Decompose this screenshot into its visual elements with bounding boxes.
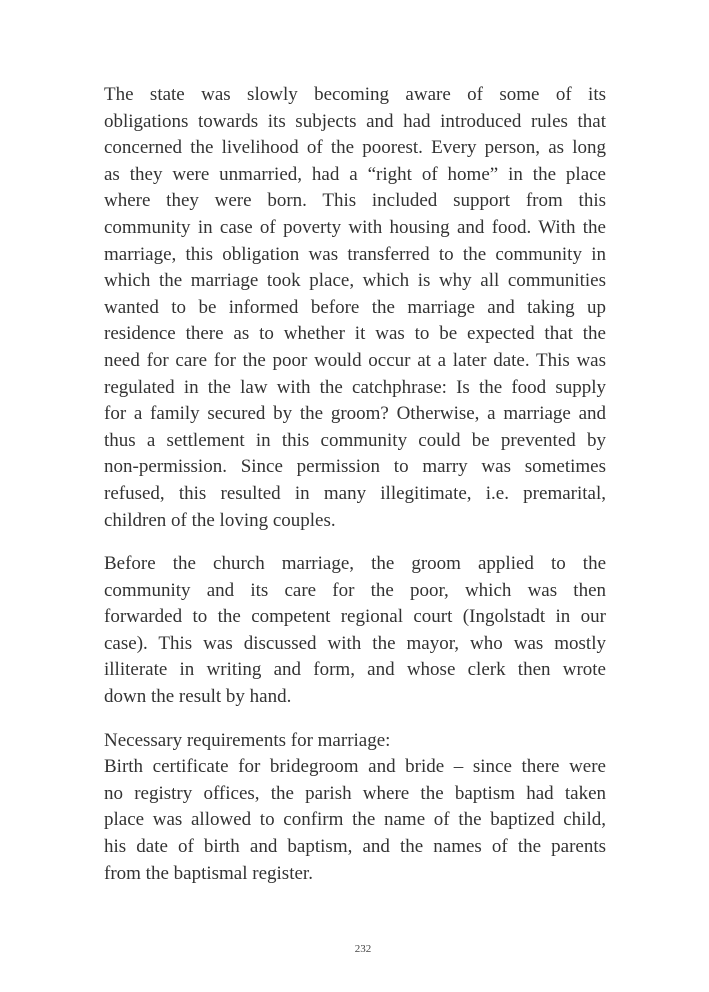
text-line: from the baptismal register. <box>104 862 313 884</box>
text-line: no registry offices, the parish where the baptism had taken <box>104 782 606 804</box>
text-line: marriage, this obligation was transferred to the community in <box>104 243 606 265</box>
text-line: forwarded to the competent regional court (Ingolstadt in our <box>104 606 606 628</box>
text-line: children of the loving couples. <box>104 509 336 531</box>
text-line: community and its care for the poor, which was then <box>104 579 606 601</box>
text-line: Birth certificate for bridegroom and bride – since there were <box>104 756 606 778</box>
text-line: which the marriage took place, which is why all communities <box>104 270 606 292</box>
text-line: regulated in the law with the catchphrase: Is the food supply <box>104 376 606 398</box>
text-line: down the result by hand. <box>104 686 292 708</box>
text-line: non-permission. Since permission to marry was sometimes <box>104 456 606 478</box>
document-body <box>104 82 606 904</box>
text-line: as they were unmarried, had a “right of home” in the place <box>104 163 606 185</box>
text-line: refused, this resulted in many illegitimate, i.e. premarital, <box>104 482 606 504</box>
paragraph <box>104 551 606 711</box>
text-line: obligations towards its subjects and had introduced rules that <box>104 110 606 132</box>
text-line: residence there as to whether it was to be expected that the <box>104 323 606 345</box>
page-number: 232 <box>354 943 372 955</box>
text-line: Necessary requirements for marriage: <box>104 729 391 751</box>
text-line: The state was slowly becoming aware of some of its <box>104 84 606 105</box>
text-line: concerned the livelihood of the poorest. Every person, as long <box>104 137 606 159</box>
text-line: need for care for the poor would occur at a later date. This was <box>104 349 606 371</box>
text-line: for a family secured by the groom? Otherwise, a marriage and <box>104 403 606 425</box>
text-line: community in case of poverty with housing and food. With the <box>104 216 606 238</box>
text-line: thus a settlement in this community could be prevented by <box>104 429 606 451</box>
text-line: where they were born. This included support from this <box>104 190 606 212</box>
text-line: his date of birth and baptism, and the names of the parents <box>104 836 606 858</box>
text-line: Before the church marriage, the groom applied to the <box>104 553 606 575</box>
paragraph <box>104 728 606 888</box>
paragraph <box>104 82 606 534</box>
text-line: wanted to be informed before the marriage and taking up <box>104 296 606 318</box>
text-line: place was allowed to confirm the name of the baptized child, <box>104 809 606 831</box>
text-line: illiterate in writing and form, and whose clerk then wrote <box>104 659 606 681</box>
text-line: case). This was discussed with the mayor, who was mostly <box>104 632 606 654</box>
